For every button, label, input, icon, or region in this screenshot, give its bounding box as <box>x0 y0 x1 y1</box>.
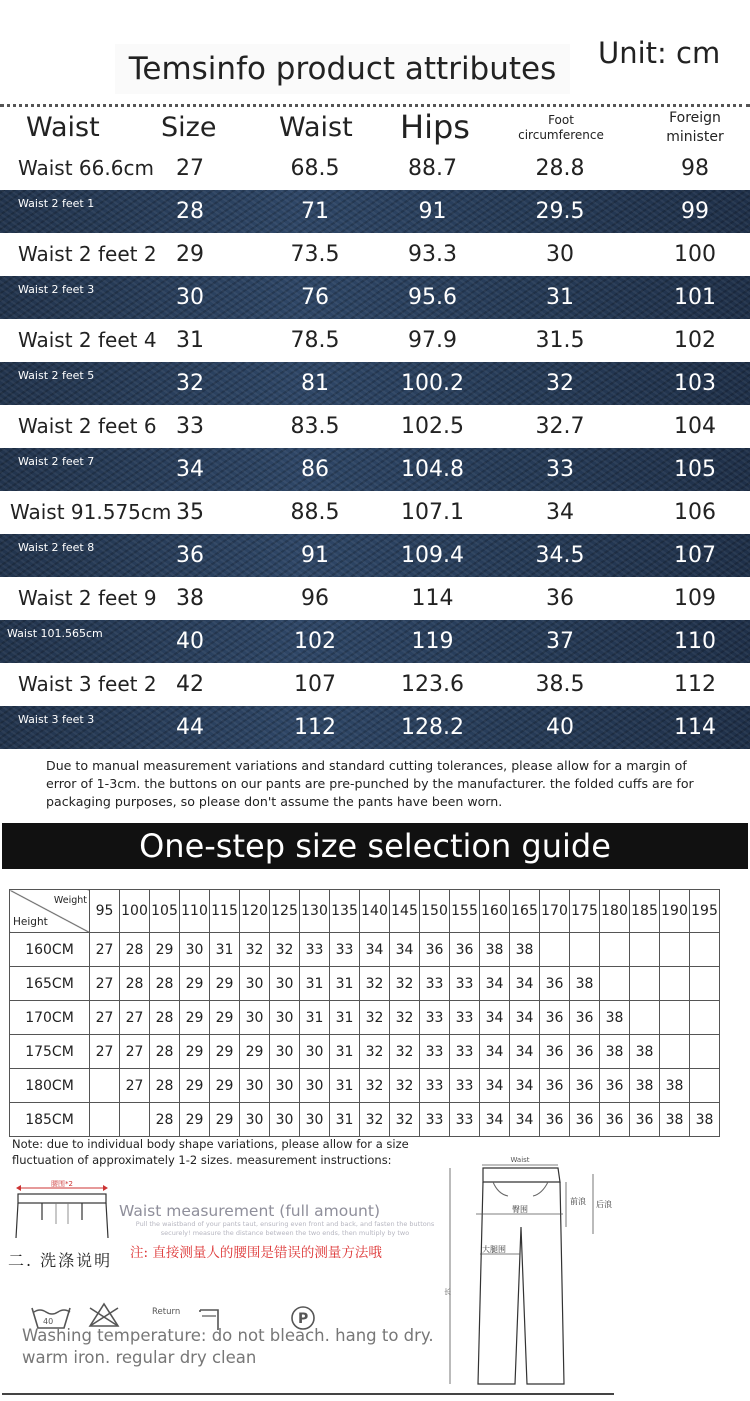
cell-hips: 100.2 <box>401 371 464 396</box>
grid-cell <box>90 1103 120 1137</box>
grid-cell: 36 <box>600 1103 630 1137</box>
washing-heading: 二. 洗涤说明 <box>8 1251 113 1270</box>
unit-label: Unit: cm <box>598 36 721 70</box>
cell-foreign: 100 <box>674 242 716 267</box>
table-row <box>0 276 750 319</box>
cell-size: 36 <box>176 543 204 568</box>
grid-cell: 38 <box>630 1069 660 1103</box>
cell-foreign: 114 <box>674 715 716 740</box>
cell-hips: 109.4 <box>401 543 464 568</box>
cell-foot: 34 <box>546 500 574 525</box>
weight-header-cell: 180 <box>600 890 630 933</box>
grid-cell: 28 <box>150 1069 180 1103</box>
cell-waist: 102 <box>294 629 336 654</box>
pants-front-rise-label: 前浪 <box>570 1197 586 1206</box>
table-row <box>0 534 750 577</box>
grid-cell: 27 <box>90 933 120 967</box>
grid-cell: 32 <box>390 1035 420 1069</box>
grid-cell <box>630 967 660 1001</box>
height-header-cell: 185CM <box>10 1103 90 1137</box>
weight-header-cell: 95 <box>90 890 120 933</box>
grid-cell: 34 <box>480 1001 510 1035</box>
grid-cell: 29 <box>150 933 180 967</box>
cell-waist: 81 <box>301 371 329 396</box>
cell-waist: 96 <box>301 586 329 611</box>
weight-header-cell: 130 <box>300 890 330 933</box>
cell-waist: 88.5 <box>290 500 340 525</box>
grid-cell: 30 <box>300 1069 330 1103</box>
cell-hips: 88.7 <box>408 156 457 181</box>
grid-cell <box>690 1035 720 1069</box>
weight-axis-label: Weight <box>53 895 87 906</box>
row-label: Waist 66.6cm <box>18 156 154 180</box>
cell-hips: 123.6 <box>401 672 464 697</box>
grid-cell <box>630 1001 660 1035</box>
grid-cell: 34 <box>480 1103 510 1137</box>
cell-foot: 40 <box>546 715 574 740</box>
cell-size: 38 <box>176 586 204 611</box>
grid-corner <box>10 890 90 933</box>
table-row <box>0 362 750 405</box>
cell-foreign: 109 <box>674 586 716 611</box>
cell-waist: 78.5 <box>290 328 340 353</box>
washing-instructions: Washing temperature: do not bleach. hang to dry. warm iron. regular dry clean <box>22 1326 434 1367</box>
height-header-cell: 160CM <box>10 933 90 967</box>
col-header-foot-circumference: Foot circumference <box>518 113 604 142</box>
grid-cell: 34 <box>510 1103 540 1137</box>
table-row <box>0 147 750 190</box>
grid-cell: 36 <box>420 933 450 967</box>
row-label: Waist 2 feet 4 <box>18 328 157 352</box>
grid-cell: 36 <box>540 1103 570 1137</box>
weight-header-cell: 140 <box>360 890 390 933</box>
grid-cell: 38 <box>480 933 510 967</box>
grid-cell <box>660 1035 690 1069</box>
row-label: Waist 2 feet 6 <box>18 414 157 438</box>
grid-cell: 29 <box>180 1035 210 1069</box>
grid-cell: 30 <box>300 1103 330 1137</box>
grid-cell: 32 <box>360 967 390 1001</box>
grid-cell: 36 <box>600 1069 630 1103</box>
weight-header-cell: 165 <box>510 890 540 933</box>
grid-cell: 31 <box>330 967 360 1001</box>
grid-cell: 28 <box>150 967 180 1001</box>
grid-cell: 38 <box>690 1103 720 1137</box>
grid-header-row <box>10 890 720 933</box>
cell-waist: 107 <box>294 672 336 697</box>
grid-cell: 33 <box>450 1035 480 1069</box>
cell-hips: 119 <box>411 629 454 654</box>
table-row <box>0 663 750 706</box>
grid-cell: 29 <box>210 1035 240 1069</box>
grid-cell: 27 <box>120 1035 150 1069</box>
dotted-divider <box>0 104 750 107</box>
cell-hips: 114 <box>411 586 454 611</box>
weight-header-cell: 145 <box>390 890 420 933</box>
cell-size: 32 <box>176 371 204 396</box>
cell-foot: 32 <box>546 371 574 396</box>
no-bleach-icon <box>90 1304 118 1326</box>
wash-temp-label: 40 <box>43 1317 54 1326</box>
cell-size: 28 <box>176 199 204 224</box>
grid-cell: 31 <box>330 1001 360 1035</box>
grid-cell: 30 <box>240 1069 270 1103</box>
page-title: Temsinfo product attributes <box>115 44 570 94</box>
weight-header-cell: 150 <box>420 890 450 933</box>
grid-cell: 33 <box>420 1103 450 1137</box>
tolerance-note: Due to manual measurement variations and standard cutting tolerances, please allow for a margin of error of 1-3cm. the buttons on our pants are pre-punched by the manufacturer. the folded cuffs are for packaging purposes, so please don't assume the pants have been worn. <box>46 758 694 809</box>
grid-cell <box>690 1001 720 1035</box>
grid-row <box>10 1001 720 1035</box>
cell-foreign: 110 <box>674 629 716 654</box>
grid-cell: 30 <box>240 1103 270 1137</box>
grid-cell: 33 <box>300 933 330 967</box>
grid-cell: 36 <box>540 1035 570 1069</box>
grid-cell: 32 <box>390 1103 420 1137</box>
row-label: Waist 3 feet 2 <box>18 672 157 696</box>
cell-waist: 91 <box>301 543 329 568</box>
height-axis-label: Height <box>13 916 48 928</box>
row-label: Waist 2 feet 3 <box>18 283 95 296</box>
cell-foot: 28.8 <box>535 156 585 181</box>
grid-cell: 33 <box>420 1069 450 1103</box>
cell-hips: 91 <box>418 199 447 224</box>
grid-cell: 34 <box>510 967 540 1001</box>
grid-cell: 29 <box>180 1103 210 1137</box>
cell-foreign: 102 <box>674 328 716 353</box>
cell-hips: 102.5 <box>401 414 464 439</box>
bottom-divider <box>2 1393 614 1395</box>
cell-foreign: 98 <box>681 156 709 181</box>
waist-measure-title: Waist measurement (full amount) <box>119 1202 381 1220</box>
grid-cell: 36 <box>630 1103 660 1137</box>
weight-header-cell: 190 <box>660 890 690 933</box>
row-label: Waist 101.565cm <box>7 627 103 640</box>
cell-hips: 95.6 <box>408 285 457 310</box>
grid-cell: 29 <box>180 1001 210 1035</box>
weight-header-cell: 155 <box>450 890 480 933</box>
height-header-cell: 175CM <box>10 1035 90 1069</box>
grid-row <box>10 1103 720 1137</box>
grid-cell: 38 <box>630 1035 660 1069</box>
grid-cell: 34 <box>510 1069 540 1103</box>
weight-header-cell: 195 <box>690 890 720 933</box>
row-label: Waist 2 feet 1 <box>18 197 95 210</box>
cell-foreign: 101 <box>674 285 716 310</box>
cell-foreign: 107 <box>674 543 716 568</box>
grid-cell <box>630 933 660 967</box>
grid-cell: 29 <box>210 1103 240 1137</box>
grid-cell <box>690 1069 720 1103</box>
grid-cell: 27 <box>90 1001 120 1035</box>
grid-cell: 31 <box>210 933 240 967</box>
grid-cell: 28 <box>150 1103 180 1137</box>
grid-row <box>10 1035 720 1069</box>
grid-cell: 36 <box>570 1069 600 1103</box>
pants-waist-label: Waist <box>510 1156 530 1164</box>
cell-waist: 76 <box>301 285 329 310</box>
grid-cell: 32 <box>390 1069 420 1103</box>
cell-foreign: 99 <box>681 199 709 224</box>
grid-cell: 29 <box>180 1069 210 1103</box>
cell-hips: 97.9 <box>408 328 457 353</box>
grid-cell: 31 <box>330 1035 360 1069</box>
grid-cell: 33 <box>450 967 480 1001</box>
weight-header-cell: 135 <box>330 890 360 933</box>
grid-cell: 33 <box>450 1069 480 1103</box>
grid-cell <box>570 933 600 967</box>
grid-cell: 28 <box>150 1035 180 1069</box>
cell-foreign: 103 <box>674 371 716 396</box>
cell-waist: 73.5 <box>290 242 340 267</box>
weight-header-cell: 175 <box>570 890 600 933</box>
grid-cell: 33 <box>420 1035 450 1069</box>
grid-cell: 30 <box>270 1103 300 1137</box>
grid-cell: 36 <box>450 933 480 967</box>
grid-cell: 32 <box>360 1035 390 1069</box>
grid-cell: 31 <box>330 1069 360 1103</box>
grid-cell <box>120 1103 150 1137</box>
grid-cell: 38 <box>570 967 600 1001</box>
row-label: Waist 3 feet 3 <box>18 713 95 726</box>
weight-header-cell: 115 <box>210 890 240 933</box>
pants-back-rise-label: 后浪 <box>596 1200 612 1209</box>
grid-cell: 27 <box>90 1035 120 1069</box>
grid-cell: 27 <box>120 1069 150 1103</box>
grid-cell: 34 <box>510 1001 540 1035</box>
grid-cell: 34 <box>480 1035 510 1069</box>
cell-hips: 104.8 <box>401 457 464 482</box>
grid-cell: 28 <box>120 967 150 1001</box>
grid-cell: 34 <box>480 1069 510 1103</box>
cell-size: 42 <box>176 672 204 697</box>
grid-cell: 34 <box>360 933 390 967</box>
cell-foot: 38.5 <box>535 672 585 697</box>
grid-cell: 32 <box>360 1103 390 1137</box>
row-label: Waist 2 feet 5 <box>18 369 95 382</box>
grid-cell: 33 <box>420 1001 450 1035</box>
col-header-waist-label: Waist <box>26 112 100 143</box>
height-header-cell: 170CM <box>10 1001 90 1035</box>
cell-size: 30 <box>176 285 204 310</box>
grid-cell: 32 <box>270 933 300 967</box>
weight-header-cell: 120 <box>240 890 270 933</box>
size-table <box>0 147 750 749</box>
table-row <box>0 405 750 448</box>
grid-cell: 30 <box>240 967 270 1001</box>
cell-size: 34 <box>176 457 204 482</box>
row-label: Waist 2 feet 8 <box>18 541 95 554</box>
grid-cell <box>660 933 690 967</box>
cell-hips: 107.1 <box>401 500 464 525</box>
grid-cell: 33 <box>450 1001 480 1035</box>
row-label: Waist 2 feet 9 <box>18 586 157 610</box>
grid-cell: 38 <box>660 1069 690 1103</box>
height-header-cell: 180CM <box>10 1069 90 1103</box>
cell-foot: 33 <box>546 457 574 482</box>
col-header-hips: Hips <box>400 108 470 146</box>
grid-cell: 30 <box>300 1035 330 1069</box>
table-row <box>0 620 750 663</box>
cell-size: 35 <box>176 500 204 525</box>
table-row <box>0 577 750 620</box>
grid-cell: 34 <box>390 933 420 967</box>
grid-cell: 36 <box>570 1103 600 1137</box>
grid-cell: 28 <box>120 933 150 967</box>
cell-size: 29 <box>176 242 204 267</box>
weight-header-cell: 100 <box>120 890 150 933</box>
cell-foreign: 105 <box>674 457 716 482</box>
grid-cell: 32 <box>240 933 270 967</box>
grid-row <box>10 967 720 1001</box>
cell-size: 31 <box>176 328 204 353</box>
cell-waist: 112 <box>294 715 336 740</box>
grid-row <box>10 933 720 967</box>
table-row <box>0 491 750 534</box>
weight-header-cell: 125 <box>270 890 300 933</box>
grid-cell <box>90 1069 120 1103</box>
grid-cell: 33 <box>420 967 450 1001</box>
row-label: Waist 2 feet 7 <box>18 455 95 468</box>
grid-cell: 36 <box>540 1069 570 1103</box>
cell-hips: 93.3 <box>408 242 457 267</box>
grid-cell: 33 <box>330 933 360 967</box>
cell-size: 44 <box>176 715 204 740</box>
pants-hip-label: 臀围 <box>512 1205 528 1214</box>
table-row <box>0 706 750 749</box>
fluctuation-note: Note: due to individual body shape variations, please allow for a size fluctuation of approximately 1-2 sizes. measurement instructions: <box>12 1137 409 1167</box>
cell-foreign: 112 <box>674 672 716 697</box>
grid-cell: 29 <box>210 1069 240 1103</box>
grid-cell: 38 <box>510 933 540 967</box>
grid-cell: 32 <box>360 1001 390 1035</box>
grid-cell: 36 <box>540 967 570 1001</box>
cell-size: 33 <box>176 414 204 439</box>
cell-hips: 128.2 <box>401 715 464 740</box>
grid-cell: 30 <box>240 1001 270 1035</box>
grid-cell: 36 <box>570 1001 600 1035</box>
waistband-measure-illustration <box>12 1180 112 1242</box>
weight-header-cell: 110 <box>180 890 210 933</box>
row-label: Waist 2 feet 2 <box>18 242 157 266</box>
weight-header-cell: 185 <box>630 890 660 933</box>
cell-foreign: 104 <box>674 414 716 439</box>
grid-cell <box>600 967 630 1001</box>
row-label: Waist 91.575cm <box>10 500 172 524</box>
cell-size: 40 <box>176 629 204 654</box>
grid-cell: 31 <box>330 1103 360 1137</box>
waist-measure-instruction: Pull the waistband of your pants taut, ensuring even front and back, and fasten the buttons securely! measure the distance between the two ends, then multiply by two <box>135 1220 435 1237</box>
grid-cell: 33 <box>450 1103 480 1137</box>
size-guide-banner: One-step size selection guide <box>2 823 748 869</box>
grid-cell: 30 <box>180 933 210 967</box>
grid-cell: 29 <box>240 1035 270 1069</box>
grid-row <box>10 1069 720 1103</box>
grid-cell <box>660 967 690 1001</box>
svg-text:P: P <box>298 1311 309 1327</box>
cell-waist: 86 <box>301 457 329 482</box>
pants-length-label: 长 <box>444 1288 451 1296</box>
grid-cell <box>540 933 570 967</box>
weight-header-cell: 105 <box>150 890 180 933</box>
grid-cell: 31 <box>300 1001 330 1035</box>
cell-waist: 83.5 <box>290 414 340 439</box>
table-row <box>0 190 750 233</box>
grid-cell: 30 <box>270 1035 300 1069</box>
grid-cell <box>600 933 630 967</box>
grid-cell: 30 <box>270 1069 300 1103</box>
cell-waist: 71 <box>301 199 329 224</box>
grid-cell: 29 <box>210 1001 240 1035</box>
grid-cell <box>660 1001 690 1035</box>
grid-cell: 30 <box>270 1001 300 1035</box>
cell-foot: 30 <box>546 242 574 267</box>
grid-cell: 38 <box>600 1001 630 1035</box>
cell-size: 27 <box>176 156 204 181</box>
grid-cell: 32 <box>390 967 420 1001</box>
cell-waist: 68.5 <box>290 156 340 181</box>
pants-diagram <box>438 1152 613 1392</box>
grid-cell: 30 <box>270 967 300 1001</box>
grid-cell <box>690 967 720 1001</box>
grid-cell: 32 <box>360 1069 390 1103</box>
col-header-size: Size <box>161 112 217 143</box>
cell-foot: 31 <box>546 285 574 310</box>
cell-foot: 31.5 <box>535 328 585 353</box>
return-label: Return <box>152 1307 181 1317</box>
col-header-waist: Waist <box>279 112 353 143</box>
grid-cell: 31 <box>300 967 330 1001</box>
grid-cell: 38 <box>660 1103 690 1137</box>
grid-cell: 36 <box>540 1001 570 1035</box>
grid-cell: 28 <box>150 1001 180 1035</box>
cell-foot: 36 <box>546 586 574 611</box>
grid-cell: 34 <box>510 1035 540 1069</box>
grid-cell: 27 <box>90 967 120 1001</box>
table-row <box>0 448 750 491</box>
cell-foot: 34.5 <box>535 543 585 568</box>
grid-cell: 38 <box>600 1035 630 1069</box>
grid-cell: 34 <box>480 967 510 1001</box>
grid-cell <box>690 933 720 967</box>
grid-cell: 29 <box>180 967 210 1001</box>
ruler-label: 腰围*2 <box>51 1180 73 1188</box>
height-header-cell: 165CM <box>10 967 90 1001</box>
pants-thigh-label: 大腿围 <box>482 1245 506 1254</box>
table-row <box>0 233 750 276</box>
grid-cell: 27 <box>120 1001 150 1035</box>
cell-foreign: 106 <box>674 500 716 525</box>
weight-header-cell: 160 <box>480 890 510 933</box>
cell-foot: 37 <box>546 629 574 654</box>
grid-cell: 36 <box>570 1035 600 1069</box>
grid-cell: 29 <box>210 967 240 1001</box>
size-selection-grid <box>9 889 720 1137</box>
table-row <box>0 319 750 362</box>
cell-foot: 29.5 <box>535 199 585 224</box>
weight-header-cell: 170 <box>540 890 570 933</box>
col-header-foreign-minister: Foreign minister <box>666 110 724 145</box>
cell-foot: 32.7 <box>535 414 585 439</box>
waist-measure-warning: 注: 直接测量人的腰围是错误的测量方法哦 <box>130 1245 382 1261</box>
grid-cell: 32 <box>390 1001 420 1035</box>
